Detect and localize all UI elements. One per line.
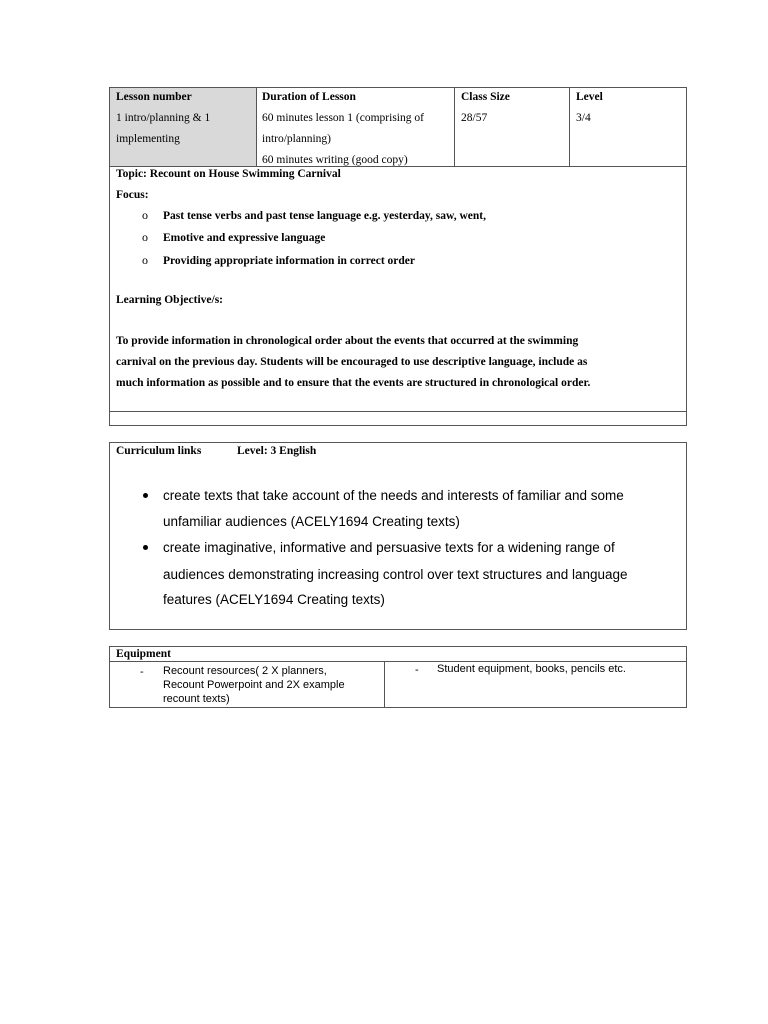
focus-label: Focus: — [116, 189, 149, 201]
equipment-left-line: recount texts) — [163, 693, 230, 705]
focus-item: Providing appropriate information in correct order — [163, 255, 416, 267]
bullet-circle-icon: o — [142, 230, 148, 244]
equipment-left-line: Recount resources( 2 X planners, — [163, 665, 327, 677]
duration-line-1: 60 minutes lesson 1 (comprising of — [262, 112, 424, 124]
header-level: Level — [576, 91, 603, 103]
header-duration: Duration of Lesson — [262, 91, 356, 103]
duration-line-3: 60 minutes writing (good copy) — [262, 154, 408, 166]
curriculum-label: Curriculum links — [116, 445, 202, 457]
lesson-number-line-2: implementing — [116, 133, 180, 145]
curriculum-level: Level: 3 English — [237, 445, 317, 457]
objective-line-2: carnival on the previous day. Students will be encouraged to use descriptive language, include as — [116, 356, 588, 368]
lesson-table — [109, 87, 687, 426]
duration-line-2: intro/planning) — [262, 133, 331, 145]
bullet-circle-icon: o — [142, 253, 148, 267]
objective-line-1: To provide information in chronological order about the events that occurred at the swimming — [116, 335, 579, 347]
bullet-dot-icon — [143, 493, 148, 498]
curriculum-item-line: create imaginative, informative and persuasive texts for a widening range of — [163, 540, 615, 555]
curriculum-item-line: unfamiliar audiences (ACELY1694 Creating texts) — [163, 514, 460, 529]
class-size-value: 28/57 — [461, 112, 488, 124]
dash-bullet: - — [140, 666, 144, 678]
curriculum-item-line: create texts that take account of the needs and interests of familiar and some — [163, 488, 624, 503]
equipment-left-line: Recount Powerpoint and 2X example — [163, 679, 345, 691]
equipment-box — [109, 646, 687, 708]
lesson-number-line-1: 1 intro/planning & 1 — [116, 112, 211, 124]
curriculum-item-line: audiences demonstrating increasing control over text structures and language — [163, 567, 628, 582]
header-lesson-number: Lesson number — [116, 91, 192, 103]
dash-bullet: - — [415, 664, 419, 676]
header-class-size: Class Size — [461, 91, 510, 103]
topic-text: Topic: Recount on House Swimming Carnival — [116, 168, 341, 180]
curriculum-box — [109, 442, 687, 630]
equipment-label: Equipment — [116, 648, 171, 660]
curriculum-item-line: features (ACELY1694 Creating texts) — [163, 592, 385, 607]
focus-item: Past tense verbs and past tense language e.g. yesterday, saw, went, — [163, 210, 486, 222]
bullet-circle-icon: o — [142, 208, 148, 222]
focus-item: Emotive and expressive language — [163, 232, 326, 244]
equipment-right-line: Student equipment, books, pencils etc. — [437, 663, 626, 675]
bullet-dot-icon — [143, 545, 148, 550]
level-value: 3/4 — [576, 112, 591, 124]
objective-line-3: much information as possible and to ensure that the events are structured in chronological order. — [116, 377, 591, 389]
objective-label: Learning Objective/s: — [116, 294, 223, 306]
